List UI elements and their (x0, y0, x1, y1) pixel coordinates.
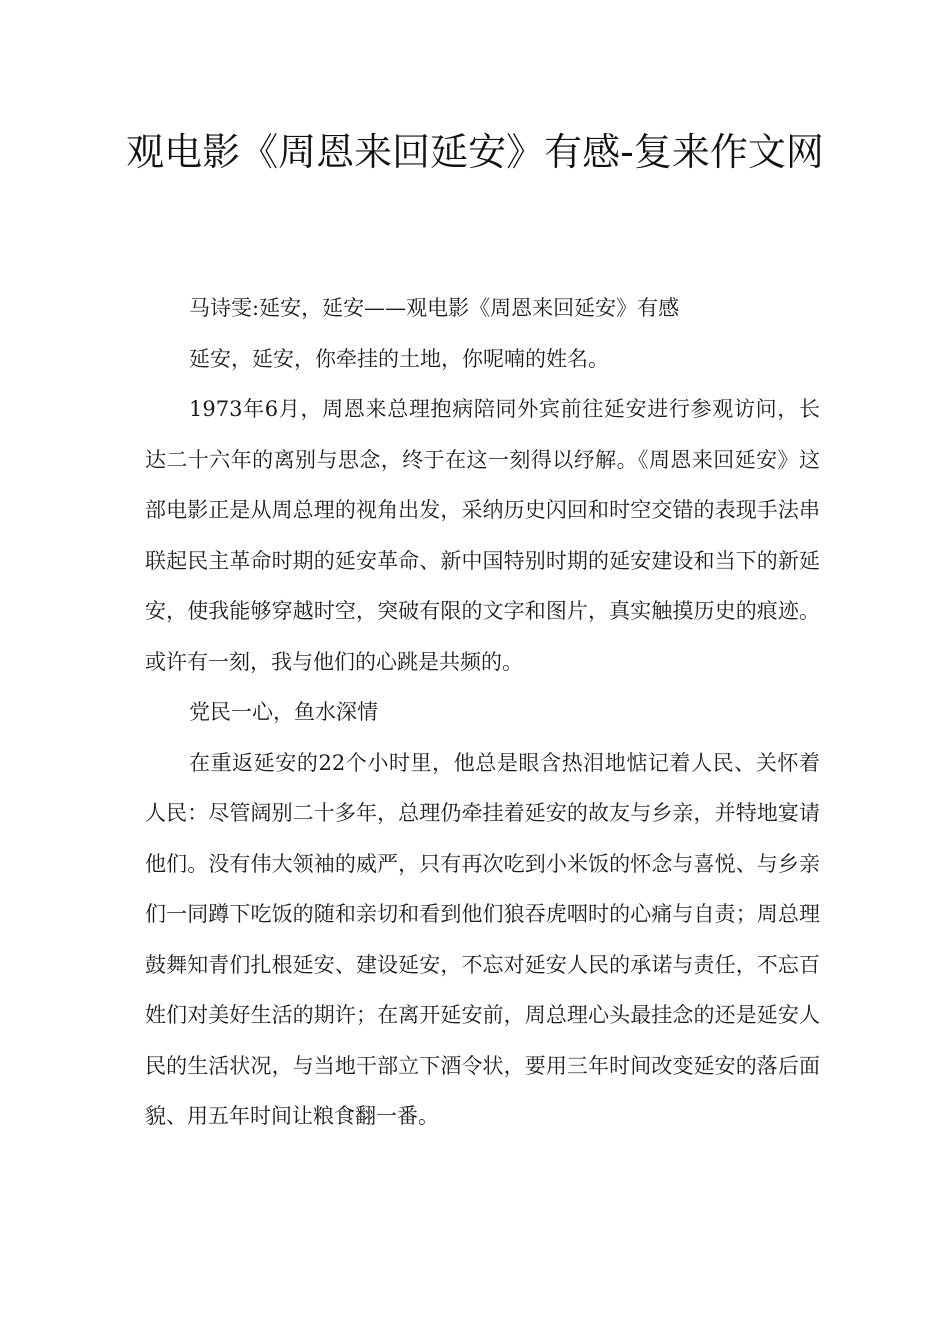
document-body (145, 283, 820, 1142)
paragraph-subtitle: 马诗雯:延安，延安——观电影《周恩来回延安》有感 (189, 296, 680, 320)
paragraph: 1973年6月，周恩来总理抱病陪同外宾前往延安进行参观访问，长达二十六年的离别与思念，终于在这一刻得以纾解。《周恩来回延安》这部电影正是从周总理的视角出发，采纳历史闪回和时空交错的表现手法串联起民主革命时期的延安革命、新中国特别时期的延安建设和当下的新延安，使我能够穿越时空，突破有限的文字和图片，真实触摸历史的痕迹。或许有一刻，我与他们的心跳是共频的。 (145, 397, 820, 674)
section-heading: 党民一心，鱼水深情 (189, 700, 378, 724)
document-title: 观电影《周恩来回延安》有感-复来作文网 (126, 130, 824, 174)
paragraph: 延安，延安，你牵挂的土地，你呢喃的姓名。 (189, 346, 609, 371)
paragraph: 在重返延安的22个小时里，他总是眼含热泪地惦记着人民、关怀着人民：尽管阔别二十多年，总理仍牵挂着延安的故友与乡亲，并特地宴请他们。没有伟大领袖的威严，只有再次吃到小米饭的怀念与喜悦、与乡亲们一同蹲下吃饭的随和亲切和看到他们狼吞虎咽时的心痛与自责；周总理鼓舞知青们扎根延安、建设延安，不忘对延安人民的承诺与责任，不忘百姓们对美好生活的期许；在离开延安前，周总理心头最挂念的还是延安人民的生活状况，与当地干部立下酒令状，要用三年时间改变延安的落后面貌、用五年时间让粮食翻一番。 (145, 750, 820, 1128)
